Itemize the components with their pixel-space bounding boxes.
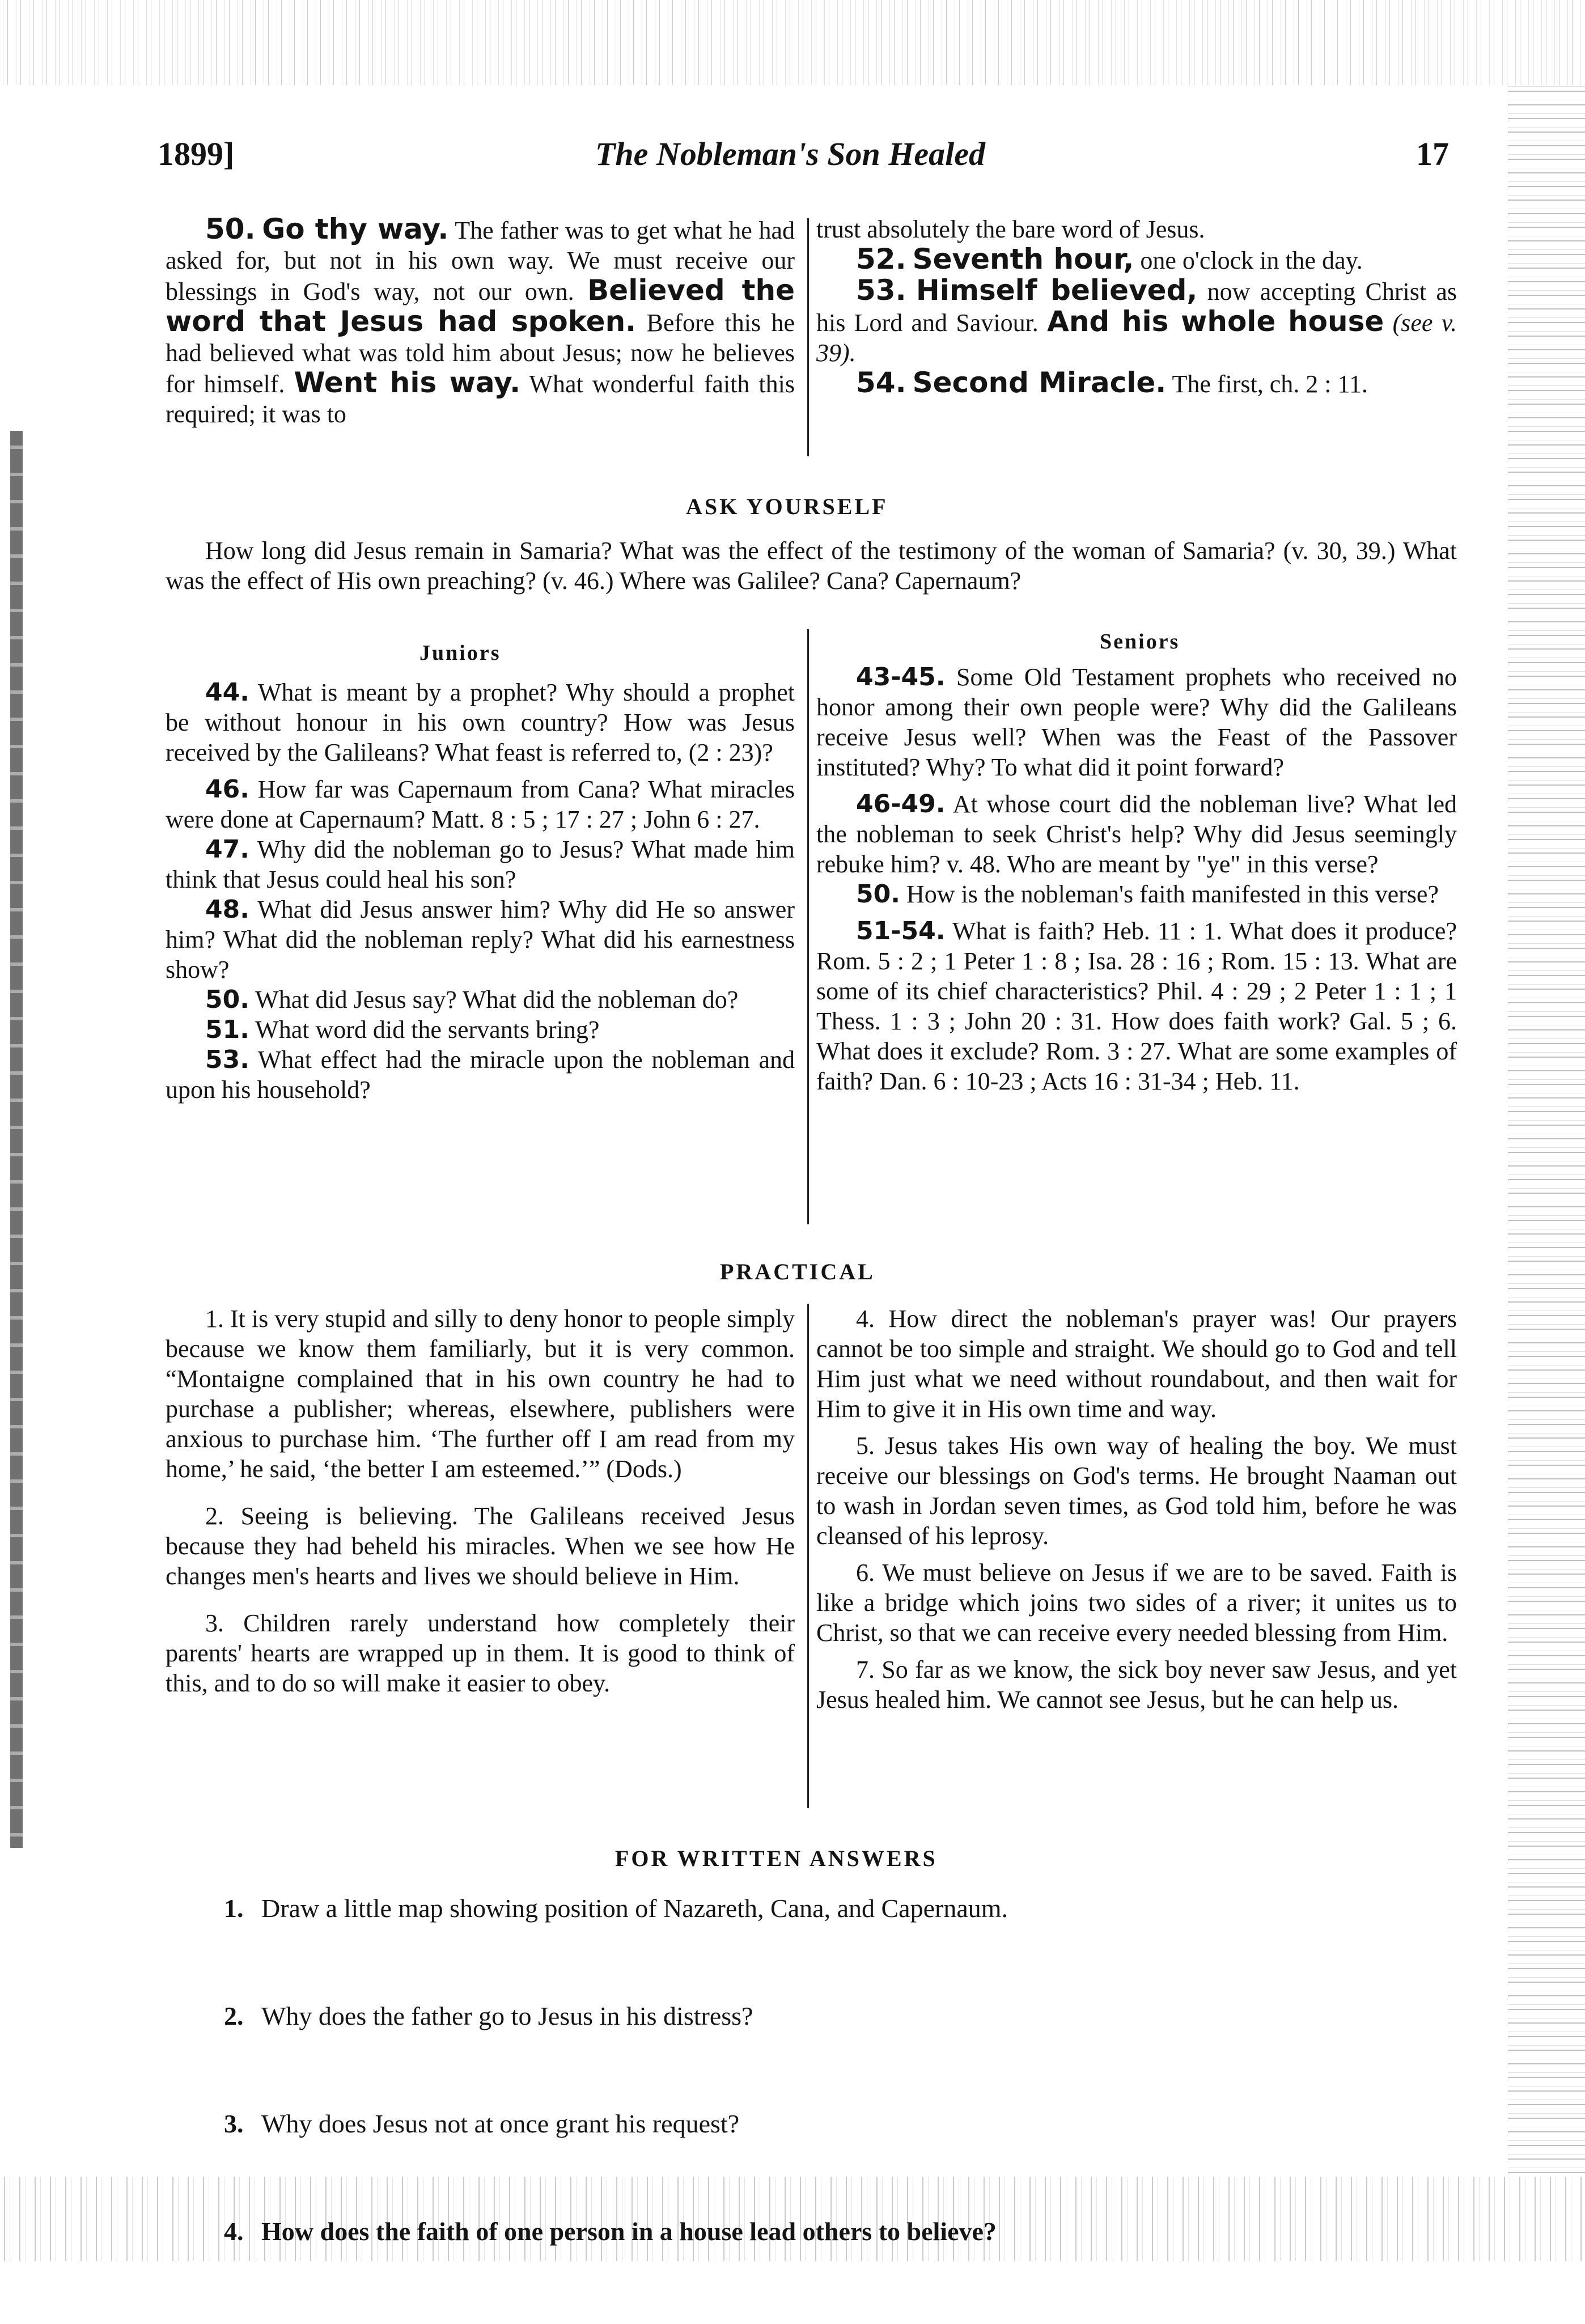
written-question [224, 2216, 1443, 2324]
question-text: At whose court did the nobleman live? What led the nobleman to seek Christ's help? Why did Jesus seemingly rebuke him? v. 48. Who are meant by "ye" in this verse? [816, 790, 1457, 878]
question-item [166, 1015, 795, 1045]
written-question [224, 1893, 1443, 2001]
question-text: How does the faith of one person in a house lead others to believe? [261, 2217, 997, 2246]
question-number: 1. [224, 1894, 244, 1923]
column-divider [807, 629, 809, 1224]
verse-phrase: Go thy way. [262, 213, 449, 245]
practical-point: 7. So far as we know, the sick boy never saw Jesus, and yet Jesus healed him. We cannot see Jesus, but he can help us. [816, 1656, 1457, 1714]
question-number: 44. [205, 678, 249, 707]
written-questions [224, 1893, 1443, 2324]
verse-note: now accepting Christ as his Lord and Saviour. [816, 278, 1457, 337]
verse-phrase: Went his way. [294, 366, 521, 399]
seniors-heading: Seniors [1100, 630, 1180, 654]
verse-note: The father was to get what he had asked for, but not in his own way. We must receive our blessings in God's way, not our own. [166, 217, 795, 306]
year-header: 1899] [158, 135, 235, 172]
question-text: What word did the servants bring? [255, 1016, 600, 1044]
question-text: How is the nobleman's faith manifested in this verse? [906, 880, 1439, 908]
question-item [816, 879, 1457, 909]
question-number: 53. [205, 1045, 249, 1074]
question-number: 43-45. [856, 663, 946, 692]
verse-phrase: Second Miracle. [912, 366, 1167, 399]
question-number: 50. [205, 985, 249, 1014]
written-answers-heading: FOR WRITTEN ANSWERS [615, 1846, 938, 1871]
question-number: 51. [205, 1015, 249, 1044]
verse-note: Before this he had believed what was told him about Jesus; now he believes for himself. [166, 309, 795, 398]
question-item [816, 916, 1457, 1096]
practical-right [816, 1304, 1457, 1715]
practical-left [166, 1304, 795, 1698]
question-item [166, 834, 795, 894]
seniors-questions [816, 662, 1457, 1096]
practical-point: 6. We must believe on Jesus if we are to be saved. Faith is like a bridge which joins two sides of a river; it unites us to Christ, so that we can receive every needed blessing from Him. [816, 1559, 1457, 1647]
verse-ref: 54. [856, 366, 906, 399]
commentary-left [166, 214, 795, 429]
question-item [166, 985, 795, 1015]
ask-yourself-text: How long did Jesus remain in Samaria? What was the effect of the testimony of the woman of Samaria? (v. 30, 39.) What was the effect of His own preaching? (v. 46.) Where was Galilee? Cana? Capernaum? [166, 537, 1457, 595]
verse-phrase: And his whole house [1047, 305, 1384, 338]
scan-noise-right [1508, 85, 1585, 2177]
question-text: What is meant by a prophet? Why should a prophet be without honour in his own country? How was Jesus received by the Galileans? What feast is referred to, (2 : 23)? [166, 678, 795, 766]
verse-note: trust absolutely the bare word of Jesus. [816, 215, 1205, 243]
verse-note: What wonderful faith this required; it was to [166, 370, 795, 428]
written-question [224, 2109, 1443, 2216]
juniors-heading: Juniors [419, 641, 501, 665]
commentary-right [816, 214, 1457, 399]
column-divider [807, 218, 809, 456]
question-item [166, 677, 795, 767]
question-text: What is faith? Heb. 11 : 1. What does it produce? Rom. 5 : 2 ; 1 Peter 1 : 8 ; Isa. 28 : 16 ; Rom. 15 : 13. What are some of its chief characteristics? Phil. 4 : 29 ; 2 Peter 1 : 1 ; 1 Thess. 1 : 3 ; John 20 : 31. How does faith work? Gal. 5 ; 6. What does it exclude? Rom. 3 : 27. What are some examples of faith? Dan. 6 : 10-23 ; Acts 16 : 31-34 ; Heb. 11. [816, 917, 1457, 1095]
practical-heading: PRACTICAL [720, 1259, 875, 1284]
column-divider [807, 1304, 809, 1808]
practical-point: 4. How direct the nobleman's prayer was! Our prayers cannot be too simple and straight. We should go to God and tell Him just what we need without roundabout, and then wait for Him to give it in His own time and way. [816, 1305, 1457, 1423]
question-item [166, 1045, 795, 1105]
question-text: Why does the father go to Jesus in his distress? [261, 2001, 753, 2030]
question-item [166, 774, 795, 834]
binding-edge [10, 431, 23, 1848]
question-text: Why did the nobleman go to Jesus? What made him think that Jesus could heal his son? [166, 836, 795, 893]
question-number: 3. [224, 2109, 244, 2138]
question-text: Some Old Testament prophets who received no honor among their own people were? Why did the Galileans receive Jesus well? When was the Feast of the Passover instituted? Why? To what did it point forward? [816, 663, 1457, 781]
verse-note: one o'clock in the day. [1140, 247, 1363, 274]
verse-phrase: Himself believed, [916, 274, 1198, 307]
written-question [224, 2001, 1443, 2109]
verse-ref: 50. [205, 213, 256, 245]
practical-point: 3. Children rarely understand how completely their parents' hearts are wrapped up in them. It is good to think of this, and to do so will make it easier to obey. [166, 1609, 795, 1697]
question-number: 46-49. [856, 790, 946, 819]
verse-phrase: Seventh hour, [912, 243, 1134, 275]
question-text: How far was Capernaum from Cana? What miracles were done at Capernaum? Matt. 8 : 5 ; 17 : 27 ; John 6 : 27. [166, 775, 795, 833]
question-text: What did Jesus answer him? Why did He so answer him? What did the nobleman reply? What did his earnestness show? [166, 896, 795, 983]
lesson-title: The Nobleman's Son Healed [595, 135, 985, 172]
question-number: 47. [205, 835, 249, 864]
practical-point: 2. Seeing is believing. The Galileans received Jesus because they had beheld his miracles. When we see how He changes men's hearts and lives we should believe in Him. [166, 1502, 795, 1590]
practical-point: 5. Jesus takes His own way of healing the boy. We must receive our blessings on God's terms. He brought Naaman out to wash in Jordan seven times, as God told him, before he was cleansed of his leprosy. [816, 1432, 1457, 1550]
verse-note: (see v. 39). [816, 309, 1457, 367]
ask-yourself-heading: ASK YOURSELF [686, 494, 888, 519]
question-number: 51-54. [856, 917, 946, 945]
question-item [816, 662, 1457, 782]
question-item [816, 789, 1457, 879]
question-number: 48. [205, 895, 249, 924]
ask-yourself-intro [166, 536, 1457, 596]
verse-ref: 53. [856, 274, 906, 307]
question-number: 2. [224, 2001, 244, 2030]
verse-ref: 52. [856, 243, 906, 275]
verse-note: The first, ch. 2 : 11. [1172, 370, 1368, 398]
scan-noise-top [0, 0, 1585, 85]
question-number: 46. [205, 775, 249, 804]
verse-phrase: Believed the word that Jesus had spoken. [166, 274, 795, 338]
question-item [166, 894, 795, 985]
page-number: 17 [1416, 135, 1449, 172]
question-text: Draw a little map showing position of Nazareth, Cana, and Capernaum. [261, 1894, 1008, 1923]
question-text: What did Jesus say? What did the nobleman do? [255, 986, 739, 1013]
question-text: Why does Jesus not at once grant his request? [261, 2109, 740, 2138]
question-number: 4. [224, 2217, 244, 2246]
question-text: What effect had the miracle upon the nobleman and upon his household? [166, 1046, 795, 1104]
question-number: 50. [856, 880, 900, 909]
juniors-questions [166, 677, 795, 1105]
practical-point: 1. It is very stupid and silly to deny honor to people simply because we know them familiarly, but it is very common. “Montaigne complained that in his own country he had to purchase a publisher; whereas, elsewhere, publishers were anxious to purchase him. ‘The further off I am read from my home,’ he said, ‘the better I am esteemed.’” (Dods.) [166, 1305, 795, 1483]
